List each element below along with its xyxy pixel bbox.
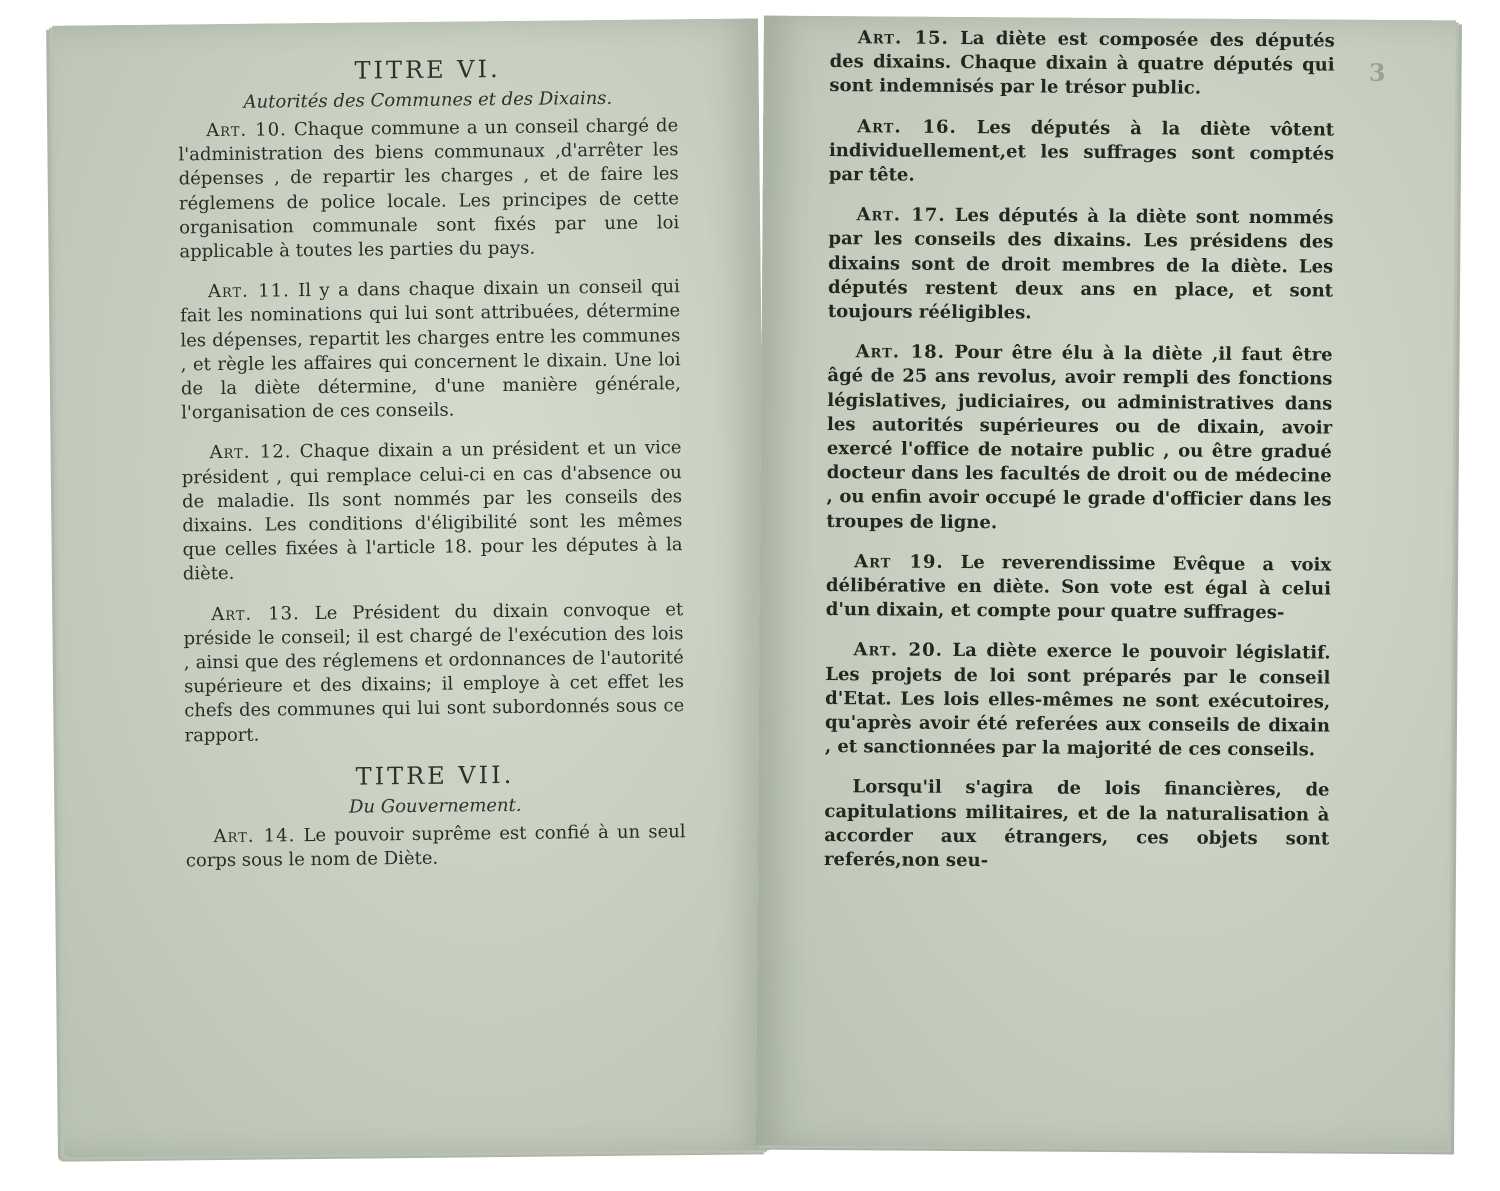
article-number: Art. 14. [213,825,296,847]
article-13 [183,598,684,748]
article-number: Art. 11. [207,280,290,303]
article-text: Le Président du dixain convoque et préside le conseil; il est chargé de l'exécution des lois , ainsi que des réglemens et ordonnances de l'autorité supérieure et des dixains; il employe à cet effet les chefs des communes qui lui sont subordonnés sous ce rapport. [183,598,685,747]
article-number: Art. 18. [855,341,946,364]
subtitle-vii: Du Gouvernement. [348,794,522,818]
article-text: Les députés à la diète vôtent individuellement,et les suffrages sont comptés par tête. [828,116,1335,186]
article-text: Le reverendissime Evêque a voix délibérative en diète. Son vote est égal à celui d'un dixain, et compte pour quatre suffrages- [825,551,1332,624]
article-number: Art. 20. [853,639,943,662]
article-12 [181,437,682,587]
subtitle-vi: Autorités des Communes et des Dixains. [243,87,613,113]
article-text: Chaque commune a un conseil chargé de l'administration des biens communaux ,d'arrêter les dépenses , de repartir les charges , et de faire les réglemens de police locale. Les principes de cette organisation communale sont fixés par une loi applicable à toutes les parties du pays. [178,115,680,263]
article-number: Art. 10. [206,119,287,142]
article-17 [828,203,1334,328]
article-10 [178,114,679,264]
article-11 [180,275,681,425]
article-text: Pour être élu à la diète ,il faut être âgé de 25 ans revolus, avoir rempli des fonctions législatives, judiciaires, ou administratives dans les autorités supérieures ou de dixain, avoir exercé l'office de notaire public , ou être gradué docteur dans les facultés de droit ou de médecine , ou enfin avoir occupé le grade d'officier dans les troupes de ligne. [826,342,1333,533]
right-page [756,16,1456,1151]
article-number: Art. 17. [856,204,946,227]
article-text: La diète est composée des députés des dixains. Chaque dixain à quatre députés qui sont indemnisés par le trésor public. [829,27,1335,100]
article-number: Art. 16. [857,115,957,138]
article-15 [829,26,1334,102]
page-number: 3 [1368,57,1386,87]
title-vi: TITRE VI. [354,55,501,85]
article-text: Il y a dans chaque dixain un conseil qui fait les nominations qui lui sont attribuées, détermine les dépenses, repartit les charges entre les communes , et règle les affaires qui concernent le dixain. Une loi de la diète détermine, d'une manière générale, l'organisation de ces conseils. [180,276,681,424]
left-page-text [177,47,686,889]
article-number: Art. 12. [209,441,292,464]
article-text: Le pouvoir suprême est confié à un seul corps sous le nom de Diète. [185,821,686,872]
article-number: Art 19. [854,551,944,573]
article-16 [829,115,1334,191]
article-text: Chaque dixain a un président et un vice président , qui remplace celui-ci en cas d'absence ou de maladie. Ils sont nommés par les conseils des dixains. Les conditions d'éligibilité sont les mêmes que celles fixées à l'article 18. pour les députes à la diète. [181,437,683,585]
article-19 [826,550,1331,626]
title-vii: TITRE VII. [355,760,515,791]
article-20 [825,639,1331,764]
article-18 [826,340,1332,537]
article-number: Art. 13. [211,602,300,625]
left-page [52,18,770,1157]
article-14 [185,820,685,874]
right-page-text [824,26,1335,892]
article-text: Les députés à la diète sont nommés par les conseils des dixains. Les présidens des dixains sont de droit membres de la diète. Les députés restent deux ans en place, et sont toujours rééligibles. [827,205,1334,324]
closing-paragraph: Lorsqu'il s'agira de lois financières, de capitulations militaires, et de la naturalisation à accorder aux étrangers, ces objets sont referés,non seu- [823,776,1330,872]
article-number: Art. 15. [857,27,949,49]
article-text: La diète exerce le pouvoir législatif. Les projets de loi sont préparés par le conseil d'Etat. Les lois elles-mêmes ne sont exécutoires, qu'après avoir été referées aux conseils de dixain , et sanctionnées par la majorité de ces conseils. [824,640,1331,761]
